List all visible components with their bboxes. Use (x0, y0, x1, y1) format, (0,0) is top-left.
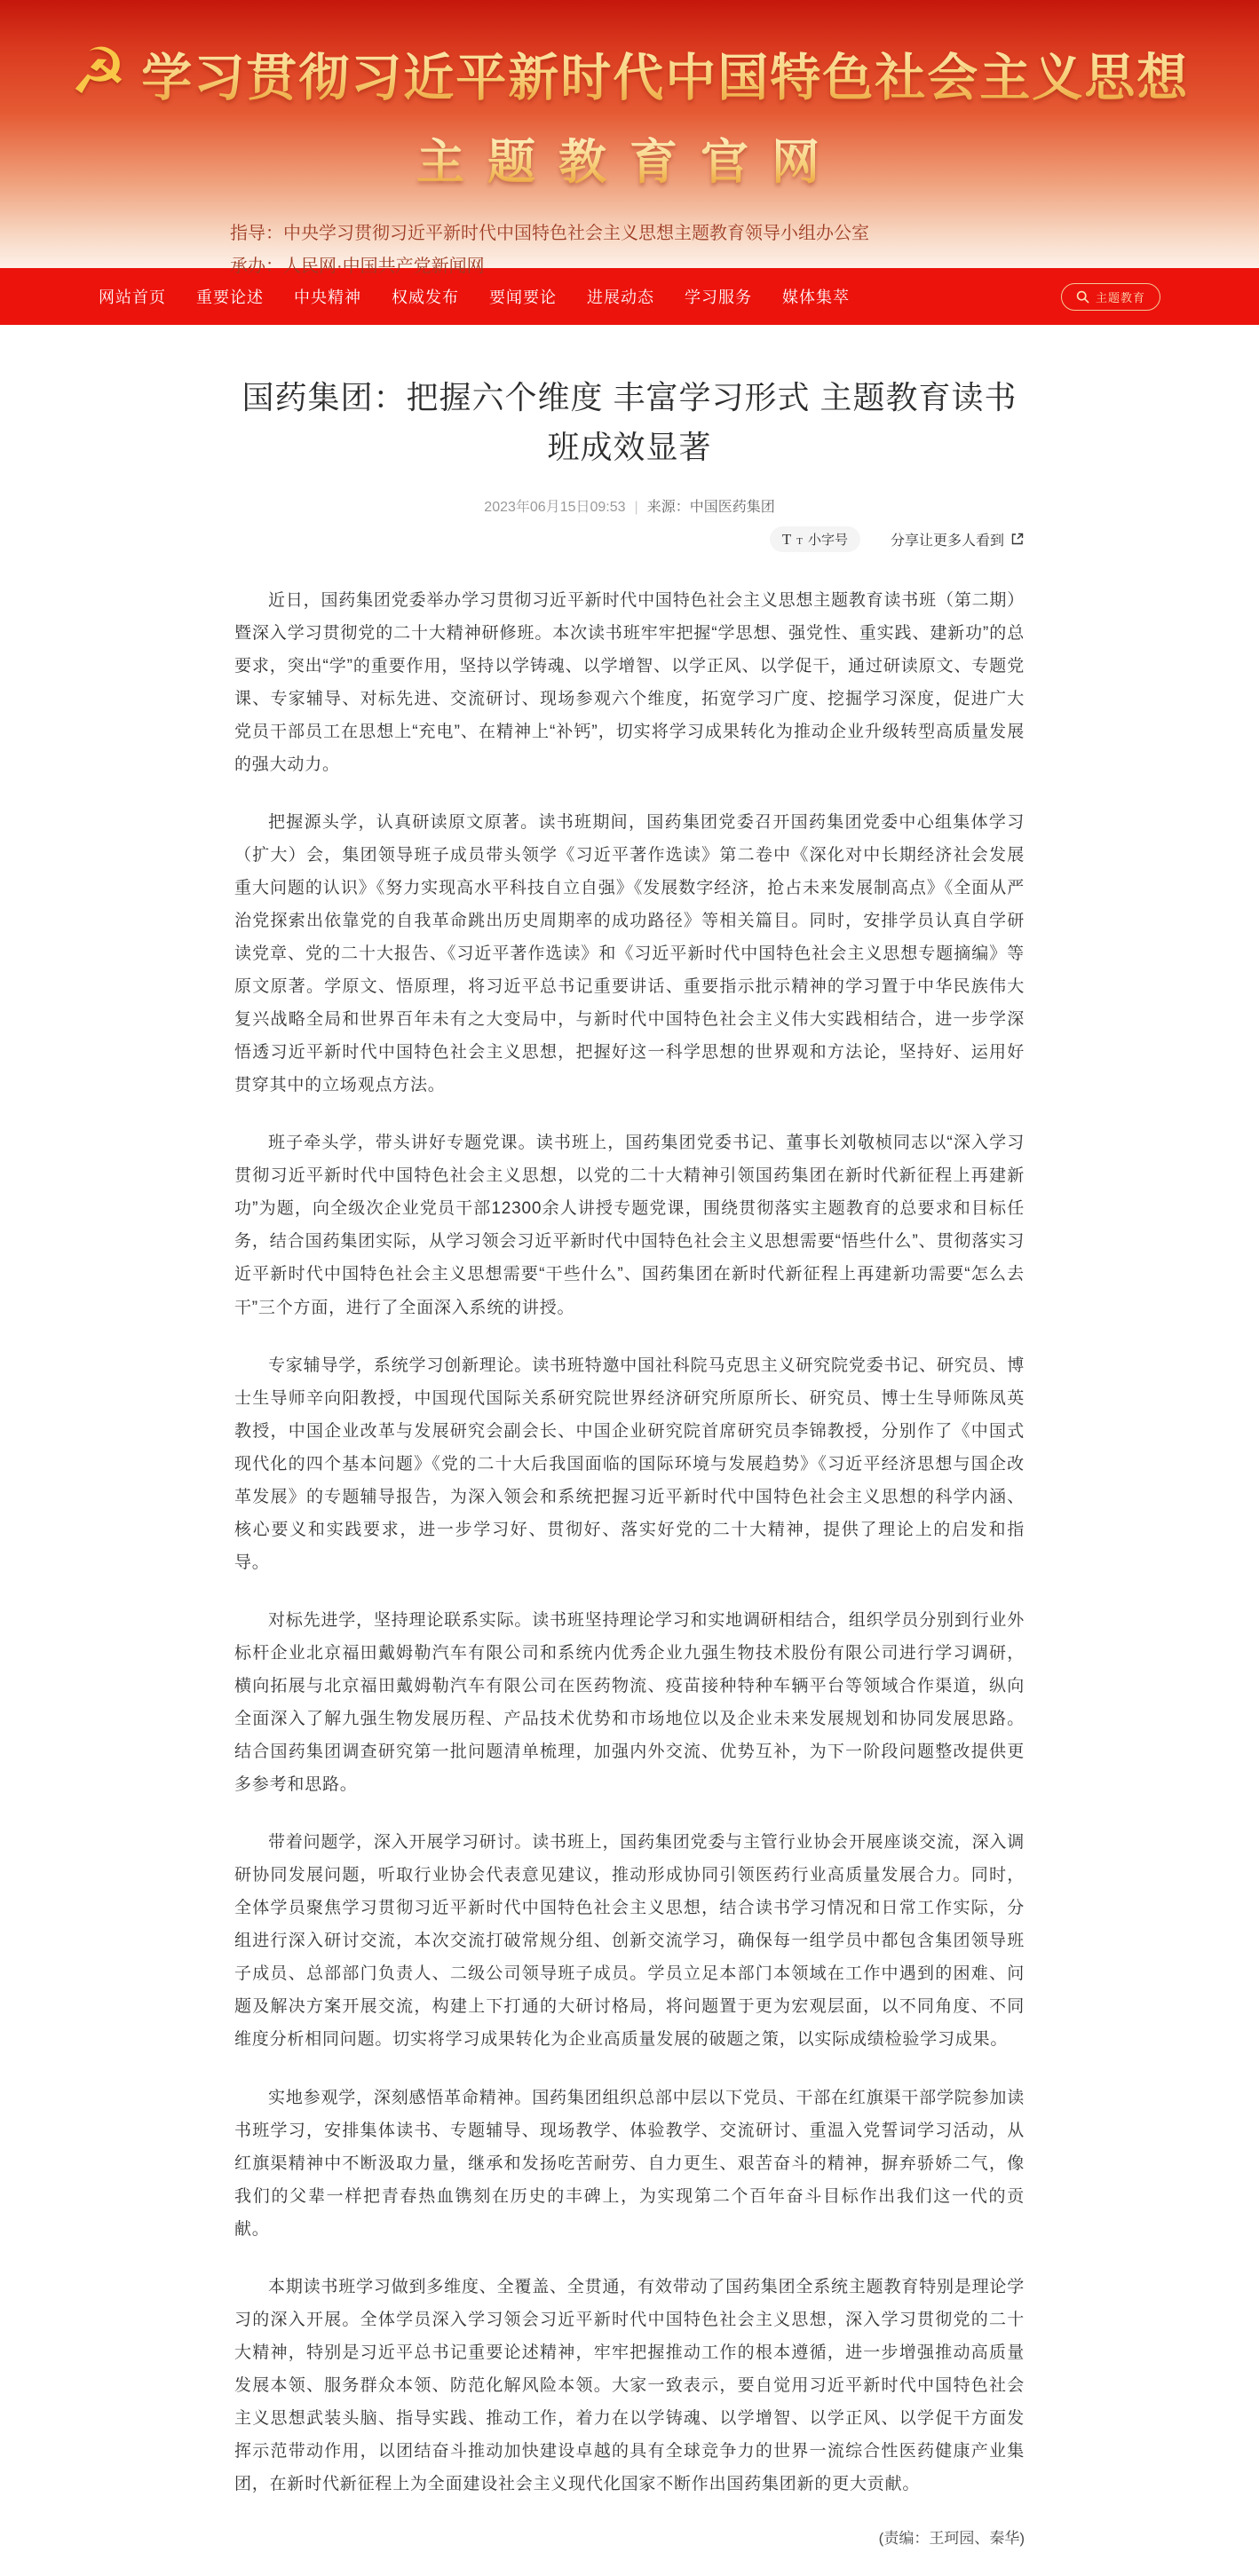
banner-guide-line: 指导：中央学习贯彻习近平新时代中国特色社会主义思想主题教育领导小组办公室 (230, 224, 869, 243)
font-size-icon-small: T (796, 535, 803, 547)
article-title: 国药集团：把握六个维度 丰富学习形式 主题教育读书班成效显著 (242, 379, 1017, 465)
external-link-icon (1010, 532, 1025, 546)
search-button-label: 主题教育 (1095, 290, 1145, 304)
article-toolbar (234, 526, 1025, 552)
nav-item-home[interactable]: 网站首页 (99, 288, 166, 306)
nav-item-key-news[interactable]: 要闻要论 (489, 288, 557, 306)
nav-item-learning-services[interactable]: 学习服务 (685, 288, 752, 306)
nav-item-important-discourse[interactable]: 重要论述 (196, 288, 264, 306)
share-label: 分享让更多人看到 (890, 533, 1004, 549)
nav-item-media-collection[interactable]: 媒体集萃 (782, 288, 850, 306)
paragraph: 班子牵头学，带头讲好专题党课。读书班上，国药集团党委书记、董事长刘敬桢同志以“深入学习贯彻习近平新时代中国特色社会主义思想，以党的二十大精神引领国药集团在新时代新征程上再建新功”为题，向全级次企业党员干部12300余人讲授专题党课，围绕贯彻落实主题教育的总要求和目标任务，结合国药集团实际，从学习领会习近平新时代中国特色社会主义思想需要“悟些什么”、贯彻落实习近平新时代中国特色社会主义思想需要“干些什么”、国药集团在新时代新征程上再建新功需要“怎么去干”三个方面，进行了全面深入系统的讲授。 (234, 1134, 1025, 1317)
site-title-line2: 主题教育官网 (416, 136, 843, 189)
nav-item-authoritative-release[interactable]: 权威发布 (392, 288, 459, 306)
font-size-icon: T (781, 530, 792, 548)
party-emblem-icon: ☭ (69, 36, 128, 107)
article (234, 373, 1025, 2548)
share-button[interactable] (891, 529, 1025, 549)
meta-separator: | (634, 499, 638, 515)
paragraph: 对标先进学，坚持理论联系实际。读书班坚持理论学习和实地调研相结合，组织学员分别到行业外标杆企业北京福田戴姆勒汽车有限公司和系统内优秀企业九强生物技术股份有限公司进行学习调研，横向拓展与北京福田戴姆勒汽车有限公司在医药物流、疫苗接种特种车辆平台等领域合作渠道，纵向全面深入了解九强生物发展历程、产品技术优势和市场地位以及企业未来发展规划和协同发展思路。结合国药集团调查研究第一批问题清单梳理，加强内外交流、优势互补，为下一阶段问题整改提供更多参考和思路。 (234, 1610, 1025, 1795)
paragraph: 近日，国药集团党委举办学习贯彻习近平新时代中国特色社会主义思想主题教育读书班（第二期）暨深入学习贯彻党的二十大精神研修班。本次读书班牢牢把握“学思想、强党性、重实践、建新功”的总要求，突出“学”的重要作用，坚持以学铸魂、以学增智、以学正风、以学促干，通过研读原文、专题党课、专家辅导、对标先进、交流研讨、现场参观六个维度，拓宽学习广度、挖掘学习深度，促进广大党员干部员工在思想上“充电”、在精神上“补钙”，切实将学习成果转化为推动企业升级转型高质量发展的强大动力。 (234, 590, 1025, 774)
paragraph: 实地参观学，深刻感悟革命精神。国药集团组织总部中层以下党员、干部在红旗渠干部学院参加读书班学习，安排集体读书、专题辅导、现场教学、体验教学、交流研讨、重温入党誓词学习活动，从红旗渠精神中不断汲取力量，继承和发扬吃苦耐劳、自力更生、艰苦奋斗的精神，摒弃骄娇二气，像我们的父辈一样把青春热血镌刻在历史的丰碑上，为实现第二个百年奋斗目标作出我们这一代的贡献。 (234, 2088, 1025, 2239)
article-body (234, 584, 1025, 2501)
paragraph: 把握源头学，认真研读原文原著。读书班期间，国药集团党委召开国药集团党委中心组集体学习（扩大）会，集团领导班子成员带头领学《习近平著作选读》第二卷中《深化对中长期经济社会发展重大问题的认识》《努力实现高水平科技自立自强》《发展数字经济，抢占未来发展制高点》《全面从严治党探索出依靠党的自我革命跳出历史周期率的成功路径》等相关篇目。同时，安排学员认真自学研读党章、党的二十大报告、《习近平著作选读》和《习近平新时代中国特色社会主义思想专题摘编》等原文原著。学原文、悟原理，将习近平总书记重要讲话、重要指示批示精神的学习置于中华民族伟大复兴战略全局和世界百年未有之大变局中，与新时代中国特色社会主义伟大实践相结合，进一步学深悟透习近平新时代中国特色社会主义思想，把握好这一科学思想的世界观和方法论，坚持好、运用好贯穿其中的立场观点方法。 (234, 812, 1025, 1095)
paragraph: 专家辅导学，系统学习创新理论。读书班特邀中国社科院马克思主义研究院党委书记、研究员、博士生导师辛向阳教授，中国现代国际关系研究院世界经济研究所原所长、研究员、博士生导师陈凤英教授，中国企业改革与发展研究会副会长、中国企业研究院首席研究员李锦教授，分别作了《中国式现代化的四个基本问题》《党的二十大后我国面临的国际环境与发展趋势》《习近平经济思想与国企改革发展》的专题辅导报告，为深入领会和系统把握习近平新时代中国特色社会主义思想的科学内涵、核心要义和实践要求，进一步学习好、贯彻好、落实好党的二十大精神，提供了理论上的启发和指导。 (234, 1355, 1025, 1572)
article-date: 2023年06月15日09:53 (484, 499, 626, 515)
article-source: 来源：中国医药集团 (646, 499, 775, 515)
search-button[interactable] (1061, 283, 1160, 311)
search-icon (1076, 290, 1089, 304)
article-meta (234, 495, 1025, 516)
font-size-label: 小字号 (807, 532, 848, 548)
nav-item-progress[interactable]: 进展动态 (587, 288, 654, 306)
site-title-line1: 学习贯彻习近平新时代中国特色社会主义思想 (141, 37, 1189, 110)
banner-host-line: 承办：人民网·中国共产党新闻网 (230, 257, 485, 276)
paragraph: 带着问题学，深入开展学习研讨。读书班上，国药集团党委与主管行业协会开展座谈交流，深入调研协同发展问题，听取行业协会代表意见建议，推动形成协同引领医药行业高质量发展合力。同时，全体学员聚焦学习贯彻习近平新时代中国特色社会主义思想，结合读书学习情况和日常工作实际，分组进行深入研讨交流，本次交流打破常规分组、创新交流学习，确保每一组学员中都包含集团领导班子成员、总部部门负责人、二级公司领导班子成员。学员立足本部门本领域在工作中遇到的困难、问题及解决方案开展交流，构建上下打通的大研讨格局，将问题置于更为宏观层面，以不同角度、不同维度分析相同问题。切实将学习成果转化为企业高质量发展的破题之策，以实际成绩检验学习成果。 (234, 1833, 1025, 2050)
font-size-button[interactable] (770, 526, 860, 552)
editor-note: (责编：王珂园、秦华) (878, 2530, 1025, 2548)
paragraph: 本期读书班学习做到多维度、全覆盖、全贯通，有效带动了国药集团全系统主题教育特别是理论学习的深入开展。全体学员深入学习领会习近平新时代中国特色社会主义思想，深入学习贯彻党的二十大精神，特别是习近平总书记重要论述精神，牢牢把握推动工作的根本遵循，进一步增强推动高质量发展本领、服务群众本领、防范化解风险本领。大家一致表示，要自觉用习近平新时代中国特色社会主义思想武装头脑、指导实践、推动工作，着力在以学铸魂、以学增智、以学正风、以学促干方面发挥示范带动作用，以团结奋斗推动加快建设卓越的具有全球竞争力的世界一流综合性医药健康产业集团，在新时代新征程上为全面建设社会主义现代化国家不断作出国药集团新的更大贡献。 (234, 2277, 1025, 2494)
nav-item-central-spirit[interactable]: 中央精神 (294, 288, 361, 306)
main-nav (0, 268, 1259, 325)
site-banner (0, 0, 1259, 276)
